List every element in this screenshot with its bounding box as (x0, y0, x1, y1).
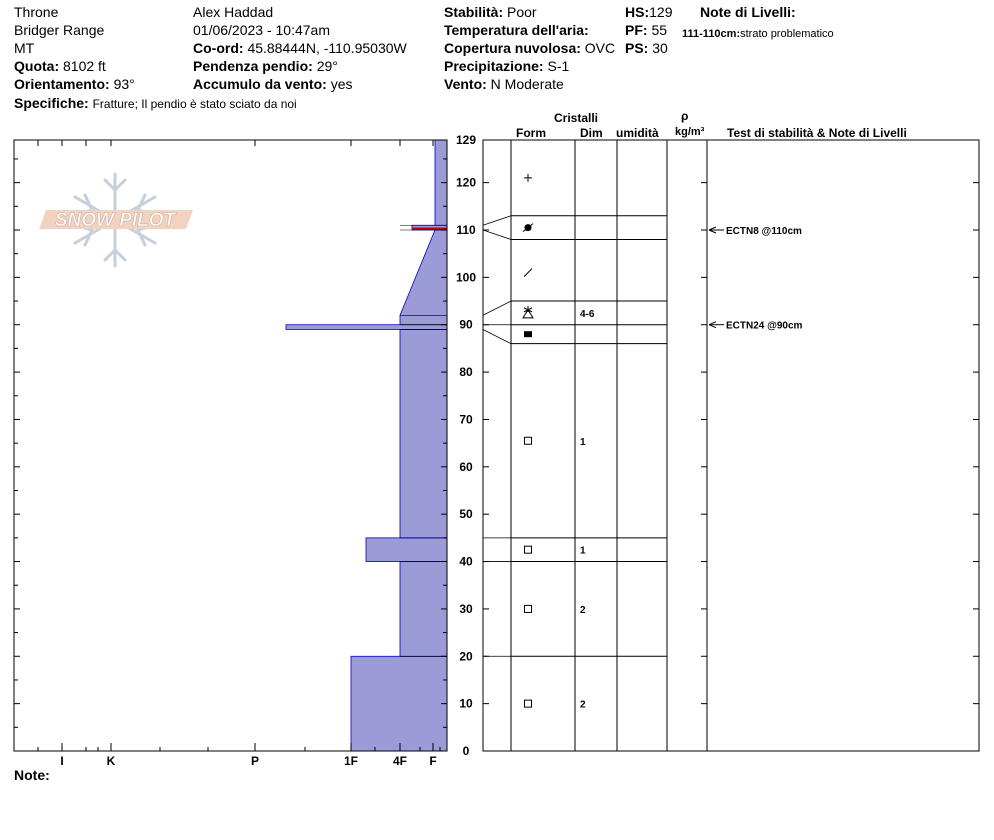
wind-label: Vento: (444, 76, 487, 92)
grain-form-square-icon (525, 437, 532, 444)
precip-label: Precipitazione: (444, 58, 544, 74)
quota-value: 8102 ft (63, 58, 106, 74)
ps-label: PS: (625, 40, 649, 56)
hardness-segment (286, 325, 447, 330)
hardness-segment (400, 562, 447, 657)
hardness-segment (400, 230, 447, 315)
hardness-tick-label: K (106, 754, 116, 768)
grain-dim-label: 2 (580, 604, 586, 616)
depth-tick-label: 129 (455, 133, 477, 147)
snowpilot-logo-text: SNOW PILOT (54, 210, 176, 231)
col-tests: Test di stabilità & Note di Livelli (727, 126, 907, 140)
grain-form-surface-hoar-icon (523, 306, 533, 318)
grain-form-filled-square-icon (524, 331, 532, 337)
hardness-tick-label: P (250, 754, 260, 768)
grain-dim-label: 1 (580, 436, 586, 448)
hardness-tick-label: I (60, 754, 64, 768)
col-density-unit: kg/m³ (675, 126, 705, 138)
range: Bridger Range (14, 22, 105, 38)
wind-load-value: yes (330, 76, 353, 92)
slope-label: Pendenza pendio: (193, 58, 313, 74)
stability-value: Poor (507, 4, 537, 20)
precip-value: S-1 (547, 58, 570, 74)
hardness-segment (400, 315, 447, 324)
stability-label: Stabilità: (444, 4, 504, 20)
layer-notes-title: Note di Livelli: (700, 4, 796, 20)
coord-value: 45.88444N, -110.95030W (247, 40, 407, 56)
depth-tick-label: 20 (459, 649, 473, 664)
pf-value: 55 (651, 22, 668, 38)
col-form: Form (516, 126, 546, 140)
depth-tick-label: 120 (455, 175, 477, 190)
col-cristalli: Cristalli (554, 111, 599, 125)
hardness-segment (366, 538, 447, 562)
layer-note-text: strato problematico (740, 28, 834, 40)
grain-form-plus-icon (524, 174, 532, 182)
coord-label: Co-ord: (193, 40, 244, 56)
grain-dim-label: 4-6 (580, 308, 595, 320)
aspect-value: 93° (113, 76, 135, 92)
layer-connector (483, 216, 511, 225)
cloud-label: Copertura nuvolosa: (444, 40, 581, 56)
stability-test-label: ECTN24 @90cm (726, 320, 803, 332)
depth-tick-label: 90 (459, 317, 473, 332)
observer: Alex Haddad (193, 4, 274, 20)
col-rho: ρ (681, 109, 689, 123)
depth-tick-label: 50 (459, 507, 473, 522)
layer-connector (483, 301, 511, 315)
quota-label: Quota: (14, 58, 60, 74)
location: Throne (14, 4, 59, 20)
note-label: Note: (14, 767, 50, 783)
stability-test-label: ECTN8 @110cm (726, 225, 802, 237)
layer-connector (483, 329, 511, 343)
depth-tick-label: 80 (459, 365, 473, 380)
pf-label: PF: (625, 22, 648, 38)
depth-tick-label: 70 (459, 412, 473, 427)
hs-label: HS: (625, 4, 650, 20)
layer-note-range: 111-110cm: (682, 28, 741, 40)
hardness-tick-label: F (429, 754, 437, 768)
hardness-tick-label: 4F (392, 754, 408, 768)
spec-label: Specifiche: (14, 95, 89, 111)
aspect-label: Orientamento: (14, 76, 110, 92)
wind-value: N Moderate (490, 76, 564, 92)
grain-dim-label: 1 (580, 545, 586, 557)
col-umidita: umidità (616, 126, 659, 140)
depth-tick-label: 60 (459, 459, 473, 474)
snowpilot-logo (39, 174, 193, 266)
hardness-segment (400, 329, 447, 537)
slope-value: 29° (316, 58, 338, 74)
grain-form-square-icon (525, 605, 532, 612)
depth-tick-label: 10 (459, 696, 473, 711)
col-dim: Dim (580, 126, 603, 140)
air-temp-label: Temperatura dell'aria: (444, 22, 589, 38)
state: MT (14, 40, 35, 56)
depth-tick-label: 40 (459, 554, 473, 569)
depth-tick-label: 30 (459, 601, 473, 616)
layer-connector (483, 230, 511, 239)
depth-tick-label: 110 (456, 222, 476, 237)
ps-value: 30 (652, 40, 668, 56)
datetime: 01/06/2023 - 10:47am (193, 22, 330, 38)
grain-form-square-icon (525, 546, 532, 553)
spec-value: Fratture; Il pendio è stato sciato da noi (92, 97, 297, 111)
hs-value: 129 (649, 4, 673, 20)
grain-form-square-icon (525, 700, 532, 707)
cloud-value: OVC (584, 40, 616, 56)
wind-load-label: Accumulo da vento: (193, 76, 327, 92)
depth-tick-label: 100 (455, 270, 477, 285)
hardness-segment (351, 656, 447, 751)
grain-dim-label: 2 (580, 699, 586, 711)
depth-tick-label: 0 (462, 744, 470, 758)
grain-form-slash-icon (524, 269, 532, 277)
hardness-tick-label: 1F (343, 754, 359, 768)
